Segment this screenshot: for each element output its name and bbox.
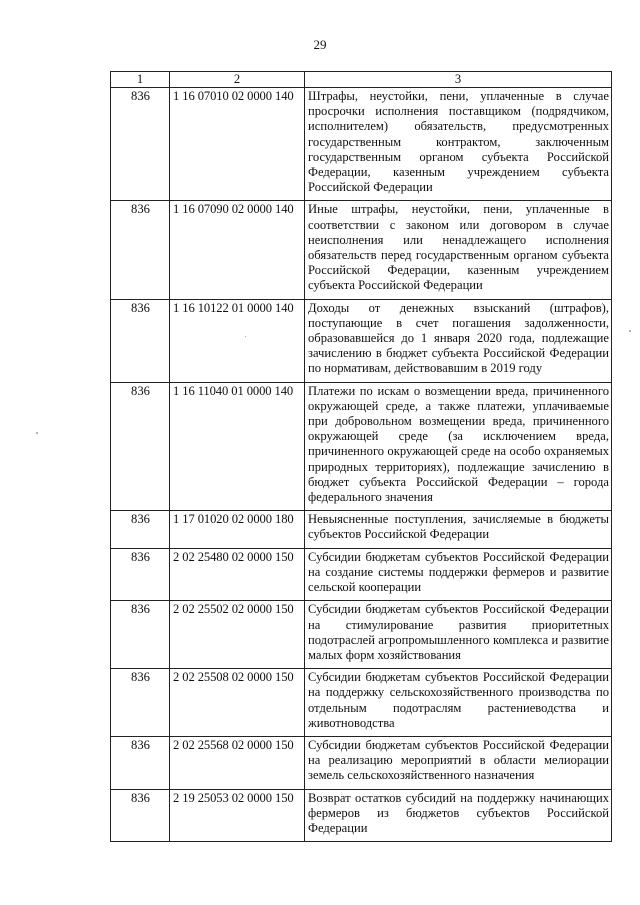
table-row (111, 789, 612, 842)
scan-speck (629, 330, 631, 332)
table-row (111, 88, 612, 201)
description-cell: Субсидии бюджетам субъектов Российской Федерации на реализацию мероприятий в области мелиорации земель сельскохозяйственного назначения (305, 736, 612, 789)
budget-code-cell: 1 16 10122 01 0000 140 (170, 299, 305, 382)
table-row (111, 736, 612, 789)
table-row (111, 669, 612, 737)
admin-code-cell: 836 (111, 669, 170, 737)
description-cell: Субсидии бюджетам субъектов Российской Федерации на поддержку сельскохозяйственного производства по отдельным подотраслям растениеводства и животноводства (305, 669, 612, 737)
admin-code-cell: 836 (111, 299, 170, 382)
description-cell: Возврат остатков субсидий на поддержку начинающих фермеров из бюджетов субъектов Российской Федерации (305, 789, 612, 842)
budget-code-cell: 1 16 11040 01 0000 140 (170, 382, 305, 511)
table-row (111, 601, 612, 669)
budget-code-cell: 2 02 25480 02 0000 150 (170, 548, 305, 601)
admin-code-cell: 836 (111, 736, 170, 789)
budget-code-cell: 2 02 25502 02 0000 150 (170, 601, 305, 669)
admin-code-cell: 836 (111, 601, 170, 669)
scan-speck (36, 432, 38, 434)
admin-code-cell: 836 (111, 789, 170, 842)
description-cell: Иные штрафы, неустойки, пени, уплаченные в соответствии с законом или договором в случае неисполнения или ненадлежащего исполнения обязательств перед государственным органом субъекта Российской Федерации, казенным учреждением субъекта Российской Федерации (305, 201, 612, 299)
budget-code-cell: 2 02 25508 02 0000 150 (170, 669, 305, 737)
table-row (111, 201, 612, 299)
admin-code-cell: 836 (111, 201, 170, 299)
description-cell: Штрафы, неустойки, пени, уплаченные в случае просрочки исполнения поставщиком (подрядчиком, исполнителем) обязательств, предусмотренных государственным контрактом, заключенным государственным органом субъекта Российской Федерации, казенным учреждением субъекта Российской Федерации (305, 88, 612, 201)
description-cell: Субсидии бюджетам субъектов Российской Федерации на создание системы поддержки фермеров и развитие сельской кооперации (305, 548, 612, 601)
table-row (111, 511, 612, 548)
description-cell: Невыясненные поступления, зачисляемые в бюджеты субъектов Российской Федерации (305, 511, 612, 548)
budget-code-cell: 2 02 25568 02 0000 150 (170, 736, 305, 789)
budget-code-cell: 2 19 25053 02 0000 150 (170, 789, 305, 842)
description-cell: Доходы от денежных взысканий (штрафов), поступающие в счет погашения задолженности, образовавшейся до 1 января 2020 года, подлежащие зачислению в бюджет субъекта Российской Федерации по нормативам, действовавшим в 2019 году (305, 299, 612, 382)
column-header-2: 2 (170, 72, 305, 88)
table-row (111, 299, 612, 382)
budget-code-cell: 1 17 01020 02 0000 180 (170, 511, 305, 548)
page-number: 29 (313, 37, 327, 52)
column-header-1: 1 (111, 72, 170, 88)
admin-code-cell: 836 (111, 88, 170, 201)
description-cell: Субсидии бюджетам субъектов Российской Федерации на стимулирование развития приоритетных подотраслей агропромышленного комплекса и развитие малых форм хозяйствования (305, 601, 612, 669)
budget-code-cell: 1 16 07090 02 0000 140 (170, 201, 305, 299)
table-row (111, 382, 612, 511)
description-cell: Платежи по искам о возмещении вреда, причиненного окружающей среде, а также платежи, уплачиваемые при добровольном возмещении вреда, причиненного окружающей среде (за исключением вреда, причиненного окружающей среде на особо охраняемых природных территориях), подлежащие зачислению в бюджет субъекта Российской Федерации – города федерального значения (305, 382, 612, 511)
column-header-3: 3 (305, 72, 612, 88)
admin-code-cell: 836 (111, 382, 170, 511)
budget-codes-table (110, 71, 612, 842)
scan-speck (245, 336, 246, 337)
table-row (111, 548, 612, 601)
budget-code-cell: 1 16 07010 02 0000 140 (170, 88, 305, 201)
table-header-row (111, 72, 612, 88)
admin-code-cell: 836 (111, 511, 170, 548)
admin-code-cell: 836 (111, 548, 170, 601)
